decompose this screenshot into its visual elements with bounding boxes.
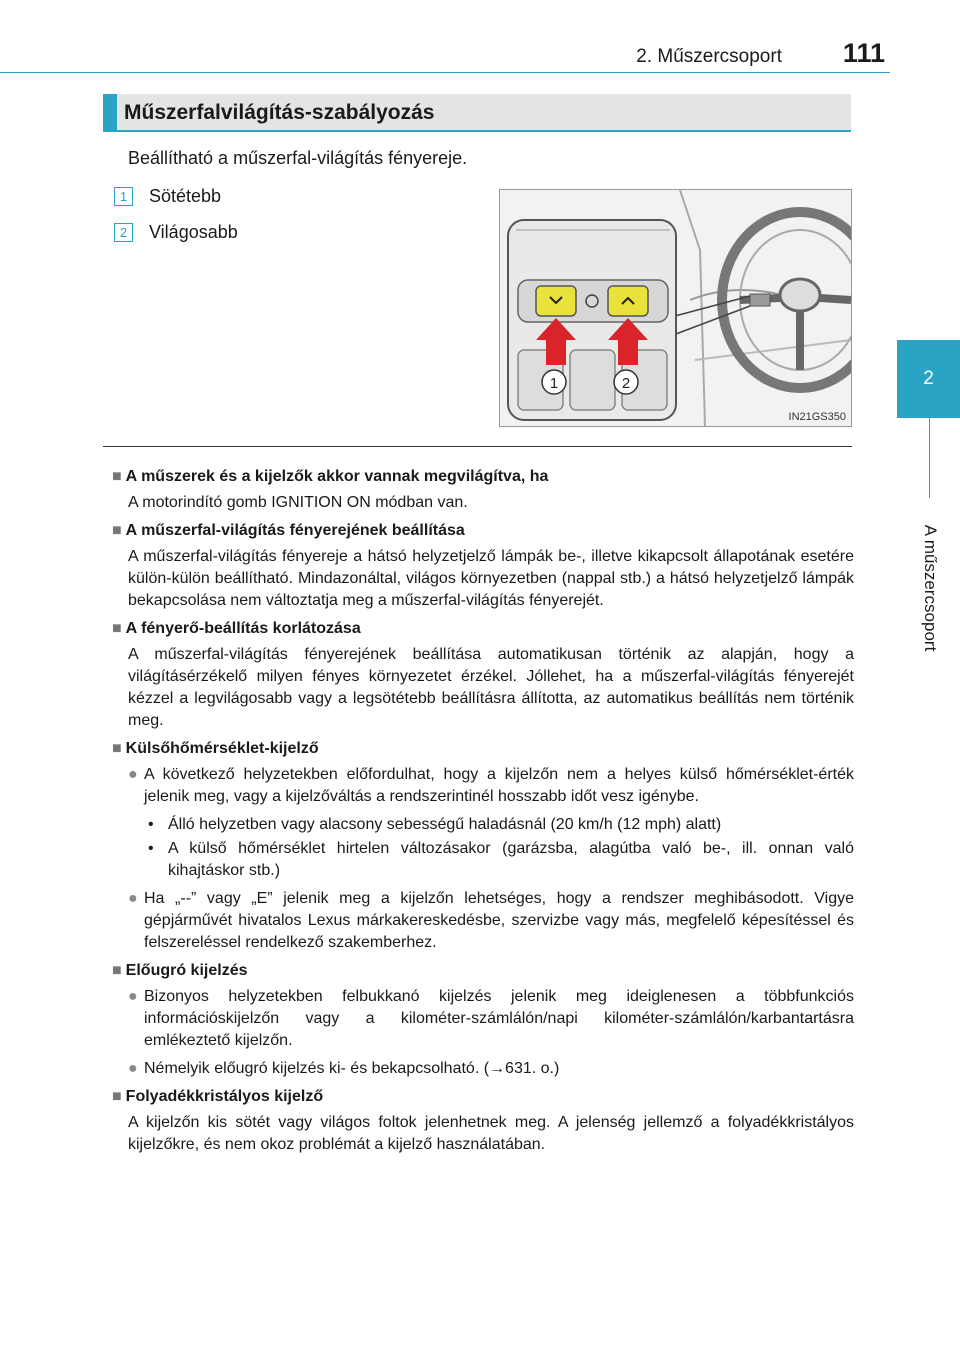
callout-2-icon xyxy=(614,370,638,394)
note-heading: ■ Folyadékkristályos kijelző xyxy=(112,1086,854,1108)
note-heading: ■ A fényerő-beállítás korlátozása xyxy=(112,618,854,640)
notes-content xyxy=(112,460,854,1162)
callout-1-icon xyxy=(542,370,566,394)
legend-label-darker: Sötétebb xyxy=(149,186,222,206)
legend-item-brighter xyxy=(114,222,238,243)
sub-bullet-item: • A külső hőmérséklet hirtelen változásakor (garázsba, alagútba való be-, ill. onnan való kihajtáskor stb.) xyxy=(148,838,854,882)
callout-1-label: 1 xyxy=(549,375,559,392)
bullet-text: Némelyik előugró kijelzés ki- és bekapcsolható. (→631. o.) xyxy=(144,1060,560,1077)
bullet-item: ● A következő helyzetekben előfordulhat, hogy a kijelzőn nem a helyes külső hőmérséklet-érték jelenik meg, vagy a kijelzőváltás a rendszerintinél hosszabb időt vesz igénybe. xyxy=(128,764,854,808)
chapter-tab-label: A műszercsoport xyxy=(921,524,940,652)
section-title: Műszerfalvilágítás-szabályozás xyxy=(124,101,435,124)
sub-bullet-text: Álló helyzetben vagy alacsony sebességű haladásnál (20 km/h (12 mph) alatt) xyxy=(168,816,722,833)
note-paragraph: A kijelzőn kis sötét vagy világos foltok jelenhetnek meg. A jelenség jellemző a folyadékkristályos kijelzőkre, és nem okoz problémát a kijelző használatában. xyxy=(128,1114,854,1153)
header-rule xyxy=(0,72,890,73)
note-heading: ■ Előugró kijelzés xyxy=(112,960,854,982)
brighter-button xyxy=(608,286,648,316)
bullet-text: Ha „--” vagy „E” jelenik meg a kijelzőn lehetséges, hogy a rendszer meghibásodott. Vigye gépjárművét hivatalos Lexus márkakereskedésbe, szervizbe vagy más, megfelelő képesítéssel és felszereléssel rendelkező szakemberhez. xyxy=(144,890,854,951)
darker-button xyxy=(536,286,576,316)
legend-item-darker xyxy=(114,186,221,207)
callout-2-label: 2 xyxy=(621,375,631,392)
page-number: 111 xyxy=(842,38,885,68)
note-heading: ■ Külsőhőmérséklet-kijelző xyxy=(112,738,854,760)
legend-number-2: 2 xyxy=(114,223,133,242)
note-heading: ■ A műszerfal-világítás fényerejének beállítása xyxy=(112,520,854,542)
bullet-text: Bizonyos helyzetekben felbukkanó kijelzés jelenik meg ideiglenesen a többfunkciós információskijelzőn vagy a kilométer-számlálón/napi kilométer-számlálón/karbantartásra emlékeztető kijelzőn. xyxy=(144,988,854,1049)
zoom-panel xyxy=(508,220,676,420)
dashboard-illustration-svg xyxy=(500,190,851,426)
chapter-title: 2. Műszercsoport xyxy=(636,46,782,67)
bullet-item: ● Némelyik előugró kijelzés ki- és bekapcsolható. (→631. o.) xyxy=(128,1058,854,1080)
section-divider xyxy=(103,446,852,447)
bullet-text: A következő helyzetekben előfordulhat, hogy a kijelzőn nem a helyes külső hőmérséklet-érték jelenik meg, vagy a kijelzőváltás a rendszerintinél hosszabb időt vesz igénybe. xyxy=(144,766,854,805)
note-heading-text: A fényerő-beállítás korlátozása xyxy=(125,620,361,637)
sub-bullet-text: A külső hőmérséklet hirtelen változásakor (garázsba, alagútba való be-, ill. onnan való kihajtáskor stb.) xyxy=(168,840,854,879)
bullet-item: ● Bizonyos helyzetekben felbukkanó kijelzés jelenik meg ideiglenesen a többfunkciós információskijelzőn vagy a kilométer-számlálón/napi kilométer-számlálón/karbantartásra emlékeztető kijelzőn. xyxy=(128,986,854,1052)
intro-text: Beállítható a műszerfal-világítás fényereje. xyxy=(128,148,468,168)
bullet-item: ● Ha „--” vagy „E” jelenik meg a kijelzőn lehetséges, hogy a rendszer meghibásodott. Vigye gépjárművét hivatalos Lexus márkakereskedésbe, szervizbe vagy más, megfelelő képesítéssel és felszereléssel rendelkező szakemberhez. xyxy=(128,888,854,954)
note-paragraph: A műszerfal-világítás fényerejének beállítása automatikusan történik az alapján, hogy a világításérzékelő milyen fényes környezetet érzékel. Jóllehet, ha a műszerfal-világítás fényerejét kézzel a legvilágosabb vagy a legsötétebb beállításra állította, az automatikus beállítás nem történik meg. xyxy=(128,646,854,729)
note-heading-text: Folyadékkristályos kijelző xyxy=(125,1088,324,1105)
note-heading-text: Előugró kijelzés xyxy=(125,962,248,979)
note-heading: ■ A műszerek és a kijelzők akkor vannak megvilágítva, ha xyxy=(112,466,854,488)
note-heading-text: A műszerek és a kijelzők akkor vannak megvilágítva, ha xyxy=(125,468,549,485)
chapter-tab[interactable] xyxy=(897,340,960,418)
legend-label-brighter: Világosabb xyxy=(149,222,238,242)
note-paragraph: A műszerfal-világítás fényereje a hátsó helyzetjelző lámpák be-, illetve kikapcsolt állapotának esetére külön-külön beállítható. Mindazonáltal, világos környezetben (nappal stb.) a hátsó helyzetjelző lámpák bekapcsolása nem változtatja meg a műszerfal-világítás fényerejét. xyxy=(128,548,854,609)
legend-number-1: 1 xyxy=(114,187,133,206)
figure-code: IN21GS350 xyxy=(788,411,846,423)
note-heading-text: Külsőhőmérséklet-kijelző xyxy=(125,740,319,757)
note-paragraph: A motorindító gomb IGNITION ON módban van. xyxy=(128,494,468,511)
side-tab-rule xyxy=(929,418,930,498)
note-heading-text: A műszerfal-világítás fényerejének beállítása xyxy=(125,522,465,539)
sub-bullet-item: • Álló helyzetben vagy alacsony sebességű haladásnál (20 km/h (12 mph) alatt) xyxy=(148,814,854,836)
dashboard-illustration xyxy=(499,189,852,427)
chapter-tab-number: 2 xyxy=(923,368,934,389)
